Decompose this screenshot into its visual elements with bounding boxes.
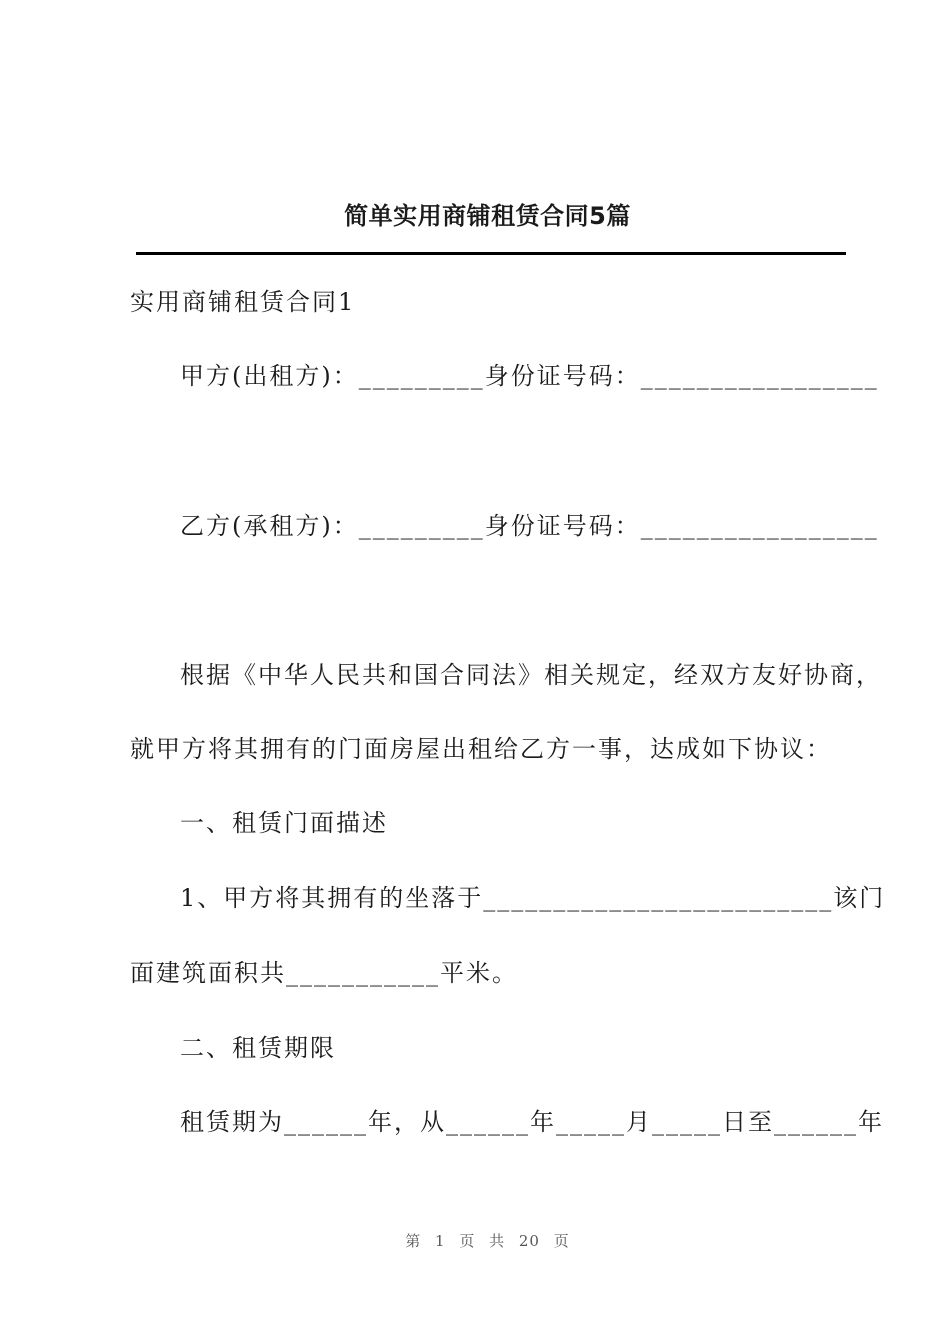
clause-1-heading: 一、租赁门面描述 xyxy=(180,809,388,837)
document-title: 简单实用商铺租赁合同5篇 xyxy=(344,202,631,230)
section-heading: 实用商铺租赁合同1 xyxy=(130,288,356,316)
clause-1-item-1-line-2: 面建筑面积共___________平米。 xyxy=(130,959,518,987)
clause-2-line-1: 租赁期为______年，从______年_____月_____日至______年 xyxy=(180,1108,884,1136)
intro-paragraph-line-2: 就甲方将其拥有的门面房屋出租给乙方一事，达成如下协议： xyxy=(130,735,832,763)
clause-1-item-1-line-1: 1、甲方将其拥有的坐落于_________________________该门 xyxy=(180,884,886,912)
party-b-line: 乙方(承租方)：_________身份证号码：_________________ xyxy=(180,512,879,540)
intro-paragraph-line-1: 根据《中华人民共和国合同法》相关规定，经双方友好协商， xyxy=(180,661,882,689)
page-footer: 第 1 页 共 20 页 xyxy=(405,1232,570,1250)
clause-2-heading: 二、租赁期限 xyxy=(180,1034,336,1062)
party-a-line: 甲方(出租方)：_________身份证号码：_________________ xyxy=(180,362,879,390)
title-divider xyxy=(136,252,846,255)
